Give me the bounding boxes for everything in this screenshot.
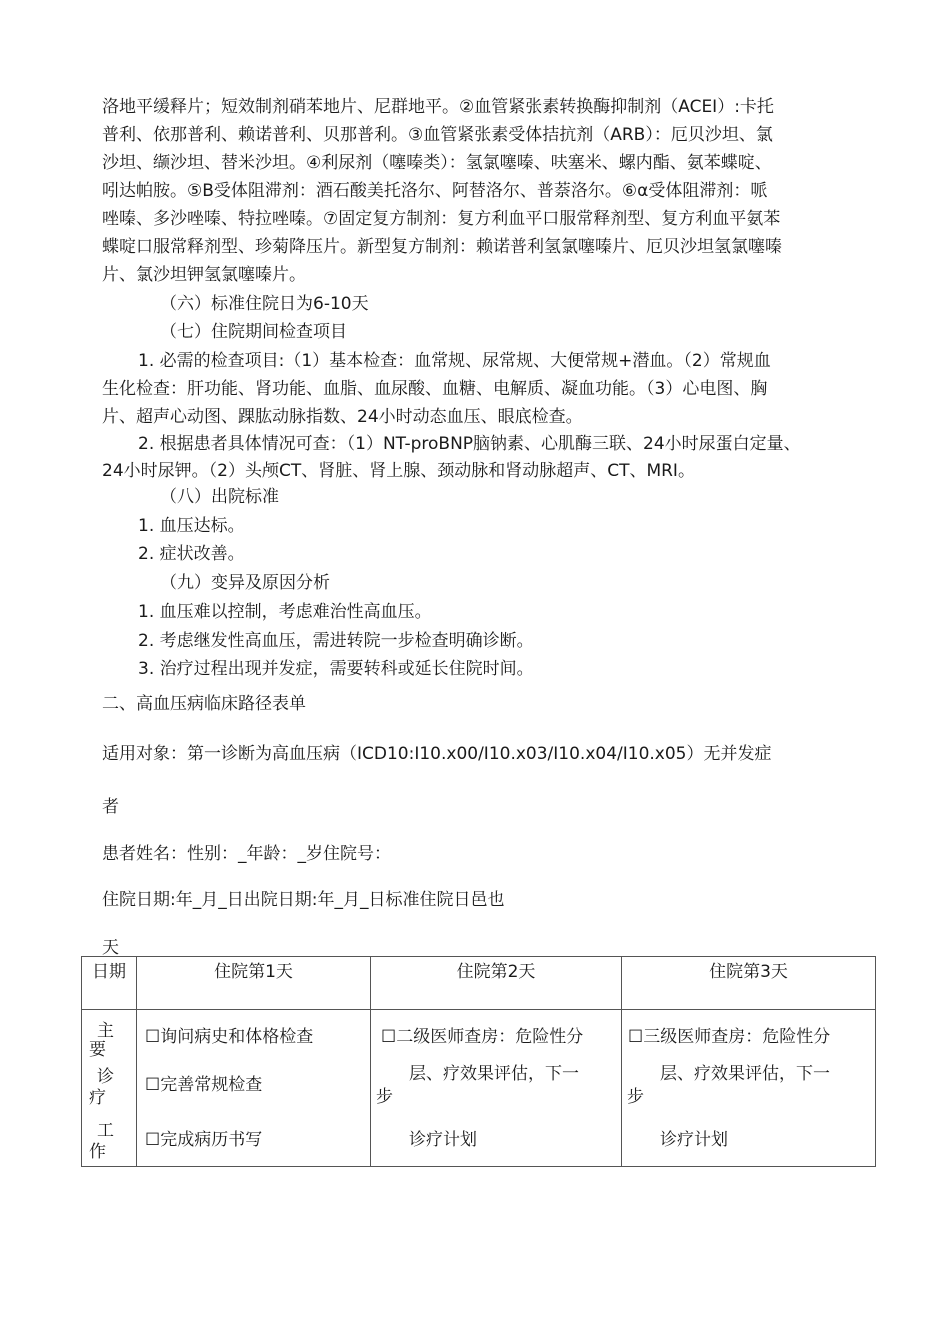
header-day2: 住院第2天 xyxy=(371,957,622,1010)
checklist-item[interactable]: ☐二级医师查房：危险性分 xyxy=(381,1027,584,1047)
exam-optional-line: 24小时尿钾。（2）头颅CT、肾脏、肾上腺、颈动脉和肾动脉超声、CT、MRI。 xyxy=(102,461,695,481)
section-heading-7: （七）住院期间检查项目 xyxy=(160,322,347,342)
exam-required-line: 生化检查：肝功能、肾功能、血脂、血尿酸、血糖、电解质、凝血功能。（3）心电图、胸 xyxy=(102,379,768,399)
drug-paragraph-line: 蝶啶口服常释剂型、珍菊降压片。新型复方制剂：赖诺普利氢氯噻嗪片、厄贝沙坦氢氯噻嗪 xyxy=(102,237,782,257)
task-text: 诊疗计划 xyxy=(409,1130,477,1150)
patient-info-line: 患者姓名：性别：_年龄：_岁住院号： xyxy=(102,844,391,864)
task-text: 层、疗效果评估，下一 xyxy=(409,1064,579,1084)
drug-paragraph-line: 普利、依那普利、赖诺普利、贝那普利。③血管紧张素受体拮抗剂（ARB）：厄贝沙坦、氯 xyxy=(102,125,773,145)
variation-item: 3. 治疗过程出现并发症，需要转科或延长住院时间。 xyxy=(138,659,534,679)
discharge-item: 1. 血压达标。 xyxy=(138,516,245,536)
exam-required-line: 片、超声心动图、踝肱动脉指数、24小时动态血压、眼底检查。 xyxy=(102,407,583,427)
drug-paragraph-line: 洛地平缓释片；短效制剂硝苯地片、尼群地平。②血管紧张素转换酶抑制剂（ACEI）:卡托 xyxy=(102,97,774,117)
drug-paragraph-line: 吲达帕胺。⑤Β受体阻滞剂：酒石酸美托洛尔、阿替洛尔、普萘洛尔。⑥α受体阻滞剂：哌 xyxy=(102,181,768,201)
checklist-item[interactable]: ☐完成病历书写 xyxy=(145,1130,263,1150)
task-text: 诊疗计划 xyxy=(660,1130,728,1150)
day3-tasks xyxy=(622,1010,876,1167)
drug-paragraph-line: 片、氯沙坦钾氢氯噻嗪片。 xyxy=(102,265,306,285)
exam-optional-line: 2. 根据患者具体情况可查：（1）NT-proBNP脑钠素、心肌酶三联、24小时尿蛋白定量、 xyxy=(138,434,801,454)
variation-item: 1. 血压难以控制，考虑难治性高血压。 xyxy=(138,602,432,622)
admission-date-line-cont: 天 xyxy=(102,938,119,958)
table-row xyxy=(82,1010,876,1167)
variation-item: 2. 考虑继发性高血压，需进转院一步检查明确诊断。 xyxy=(138,631,534,651)
row-label-main-work: 主 要 诊 疗 工 作 xyxy=(82,1010,137,1167)
applicable-object-line: 者 xyxy=(102,797,119,817)
header-date: 日期 xyxy=(82,957,137,1010)
checklist-item[interactable]: ☐三级医师查房：危险性分 xyxy=(628,1027,831,1047)
section-heading-9: （九）变异及原因分析 xyxy=(160,573,330,593)
header-day3: 住院第3天 xyxy=(622,957,876,1010)
header-day1: 住院第1天 xyxy=(137,957,371,1010)
section-heading-8: （八）出院标准 xyxy=(160,487,279,507)
task-text: 层、疗效果评估，下一 xyxy=(660,1064,830,1084)
drug-paragraph-line: 唑嗪、多沙唑嗪、特拉唑嗪。⑦固定复方制剂：复方利血平口服常释剂型、复方利血平氨苯 xyxy=(102,209,781,229)
drug-paragraph-line: 沙坦、缬沙坦、替米沙坦。④利尿剂（噻嗪类）：氢氯噻嗪、呋塞米、螺内酯、氨苯蝶啶、 xyxy=(102,153,772,173)
section-heading-6: （六）标准住院日为6-10天 xyxy=(160,294,369,314)
exam-required-line: 1. 必需的检查项目:（1）基本检查：血常规、尿常规、大便常规+潜血。（2）常规血 xyxy=(138,351,771,371)
day1-tasks xyxy=(137,1010,371,1167)
clinical-pathway-table xyxy=(81,956,876,1167)
table-header-row xyxy=(82,957,876,1010)
part-title: 二、高血压病临床路径表单 xyxy=(102,694,306,714)
day2-tasks xyxy=(371,1010,622,1167)
applicable-object-line: 适用对象：第一诊断为高血压病（ICD10:I10.x00/I10.x03/I10.x04/I10.x05）无并发症 xyxy=(102,744,772,764)
admission-date-line: 住院日期:年_月_日出院日期:年_月_日标准住院日邑也 xyxy=(102,890,505,910)
discharge-item: 2. 症状改善。 xyxy=(138,544,245,564)
checklist-item[interactable]: ☐询问病史和体格检查 xyxy=(145,1027,314,1047)
checklist-item[interactable]: ☐完善常规检查 xyxy=(145,1075,263,1095)
task-text: 步 xyxy=(627,1087,644,1107)
task-text: 步 xyxy=(376,1087,393,1107)
